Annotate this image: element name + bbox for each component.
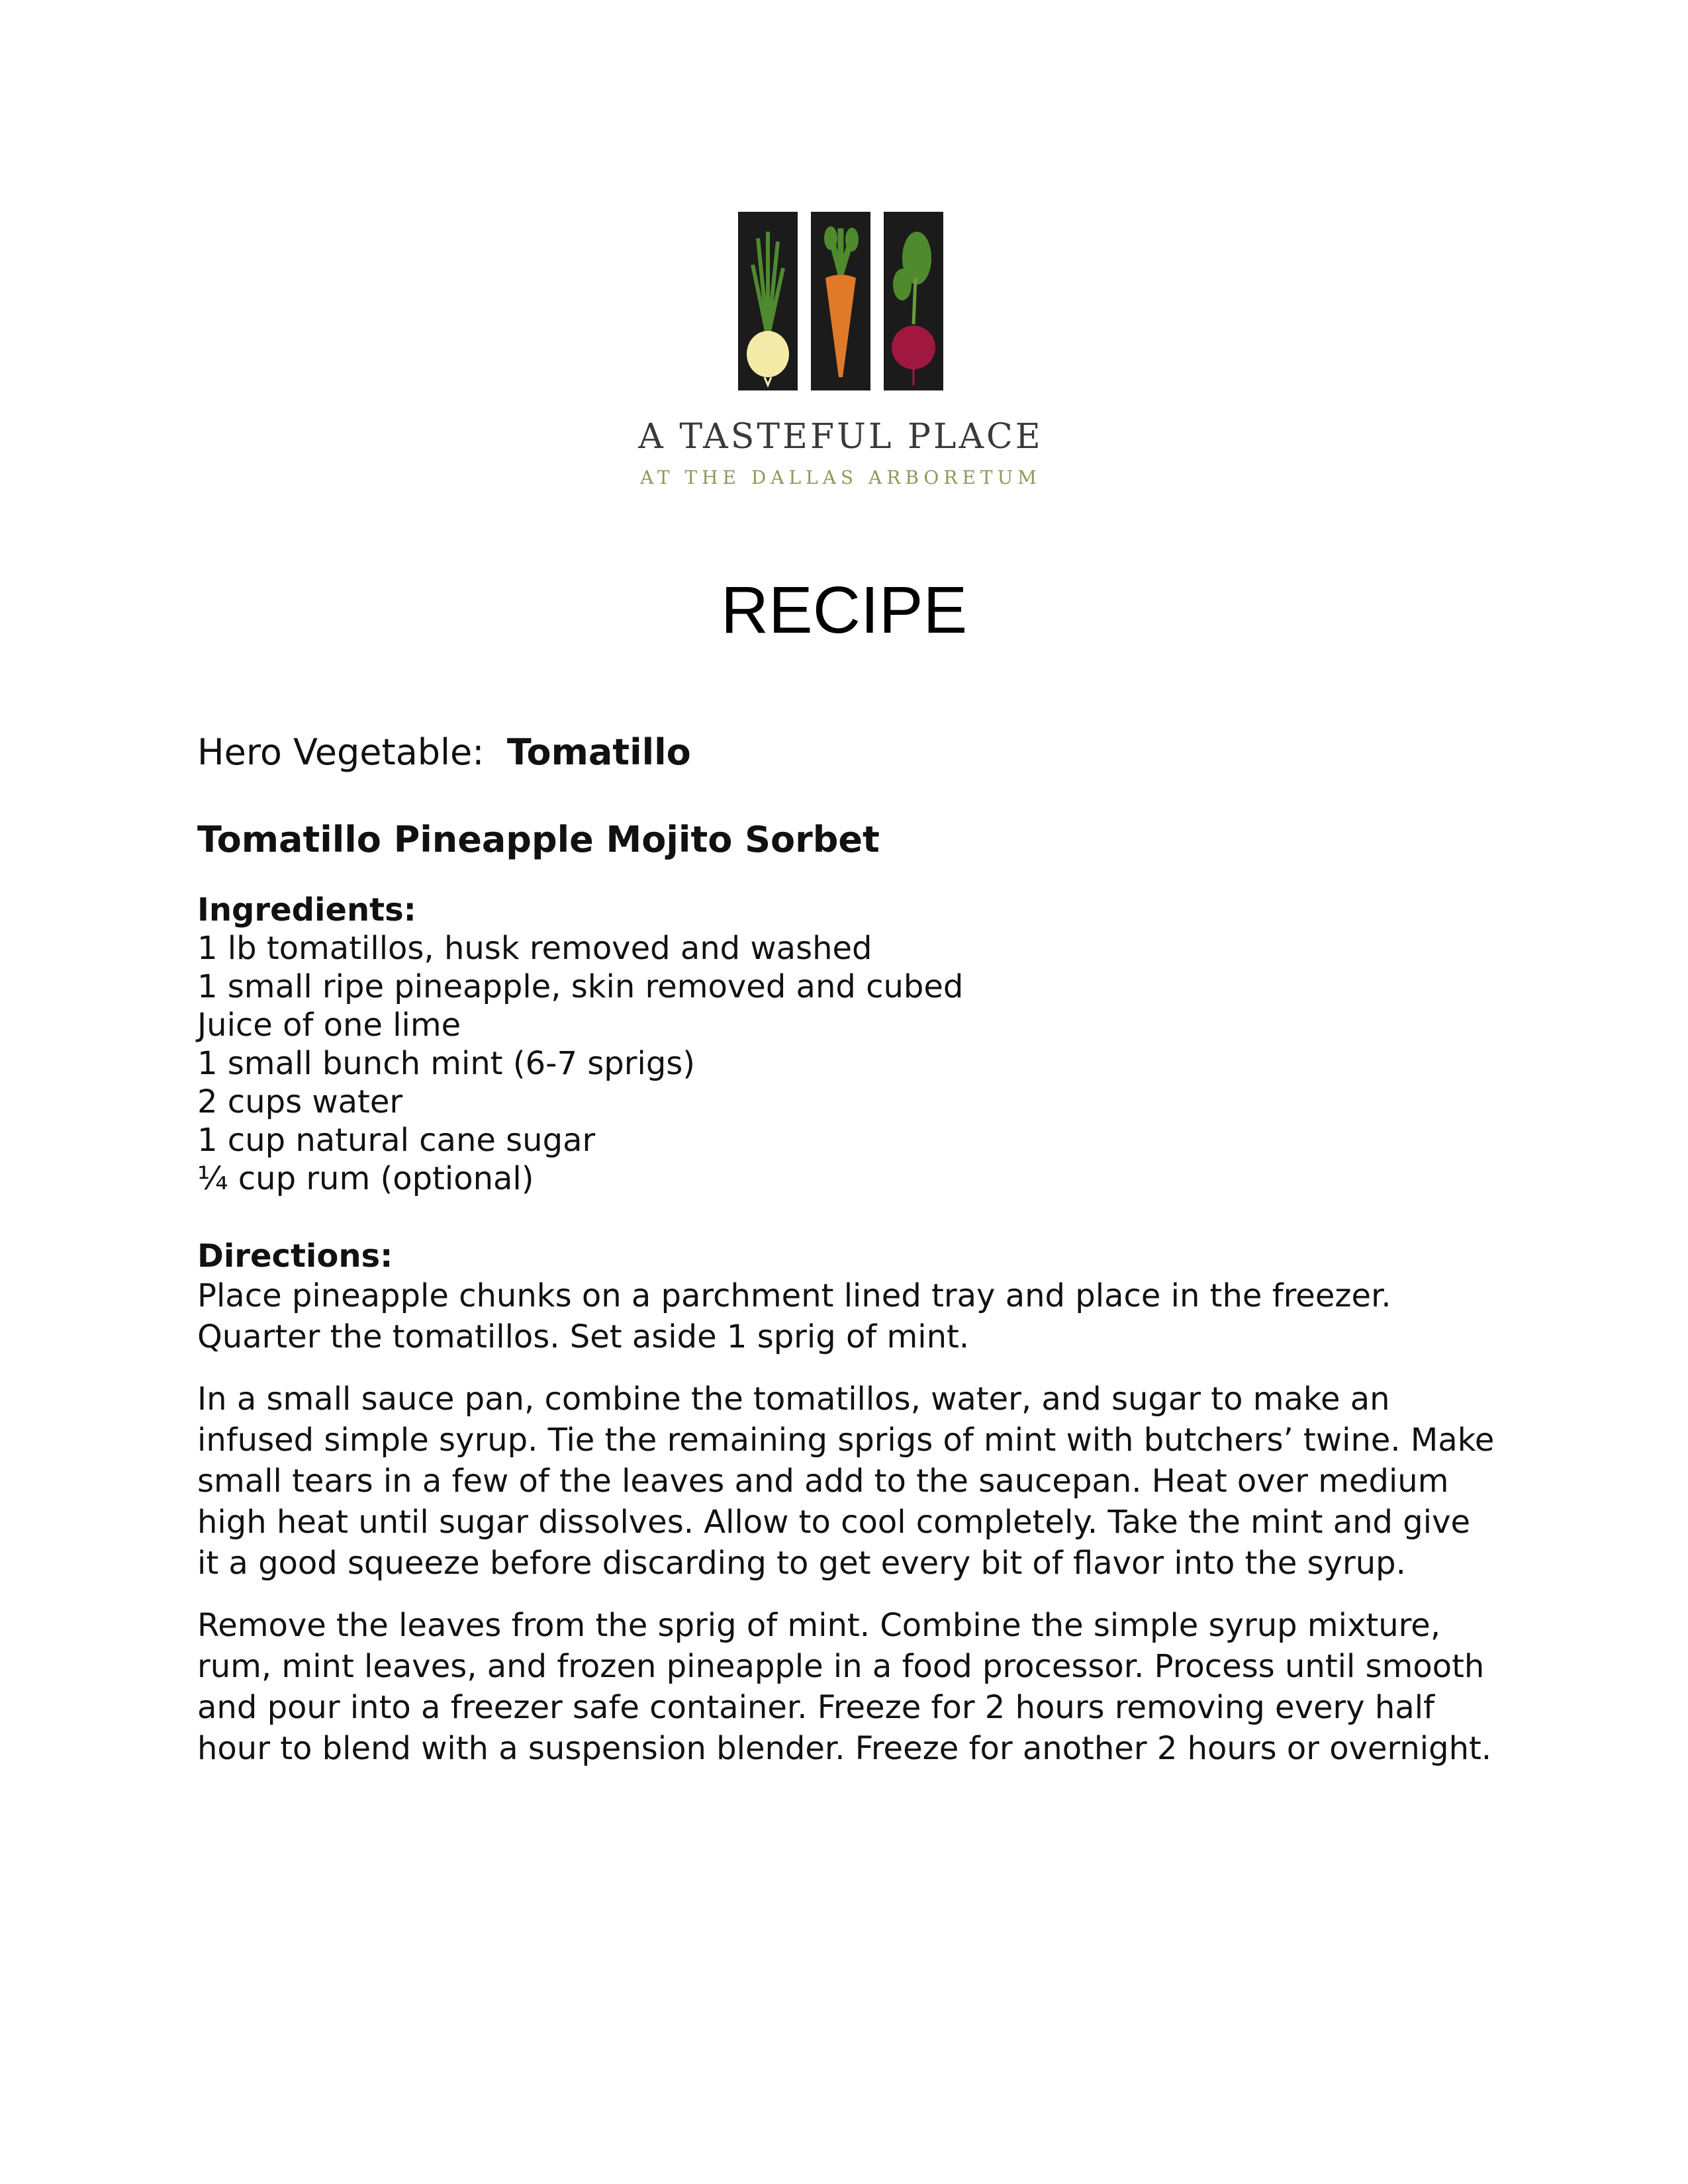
ingredient-item: 1 small ripe pineapple, skin removed and cubed [197, 968, 964, 1005]
ingredient-item: Juice of one lime [197, 1007, 461, 1044]
beet-icon [884, 212, 943, 390]
direction-paragraph: Remove the leaves from the sprig of mint. Combine the simple syrup mixture, rum, mint leaves, and frozen pineapple in a food processor. Process until smooth and pour into a freezer safe container. Freeze for 2 hours removing every half hour to blend with a suspension blender. Freeze for another 2 hours or overnight. [197, 1607, 1492, 1767]
page-title: RECIPE [720, 573, 968, 647]
dish-name: Tomatillo Pineapple Mojito Sorbet [197, 819, 880, 860]
hero-label: Hero Vegetable: [197, 731, 485, 773]
beet-panel [884, 212, 943, 390]
ingredient-item: 1 lb tomatillos, husk removed and washed [197, 930, 872, 967]
directions-heading: Directions: [197, 1238, 393, 1275]
logo [609, 205, 1072, 503]
onion-panel [738, 212, 798, 390]
direction-paragraph: Place pineapple chunks on a parchment lined tray and place in the freezer. Quarter the tomatillos. Set aside 1 sprig of mint. [197, 1277, 1391, 1355]
carrot-icon [811, 212, 870, 390]
ingredient-item: 1 cup natural cane sugar [197, 1122, 596, 1159]
directions-section [197, 1237, 1495, 1790]
brand-name: A TASTEFUL PLACE [638, 417, 1043, 457]
ingredients-heading: Ingredients: [197, 891, 416, 929]
ingredient-item: ¼ cup rum (optional) [197, 1160, 534, 1197]
ingredient-item: 1 small bunch mint (6-7 sprigs) [197, 1045, 696, 1082]
direction-paragraph: In a small sauce pan, combine the tomatillos, water, and sugar to make an infused simple syrup. Tie the remaining sprigs of mint with butchers’ twine. Make small tears in a few of the leaves and add to the saucepan. Heat over medium high heat until sugar dissolves. Allow to cool completely. Take the mint and give it a good squeeze before discarding to get every bit of flavor into the syrup. [197, 1381, 1495, 1582]
brand-subtitle: AT THE DALLAS ARBORETUM [640, 467, 1041, 488]
ingredients-section [197, 891, 1495, 1198]
onion-icon [738, 212, 798, 390]
carrot-panel [811, 212, 870, 390]
hero-value: Tomatillo [506, 731, 691, 773]
hero-vegetable [197, 731, 1495, 773]
ingredient-item: 2 cups water [197, 1083, 403, 1120]
